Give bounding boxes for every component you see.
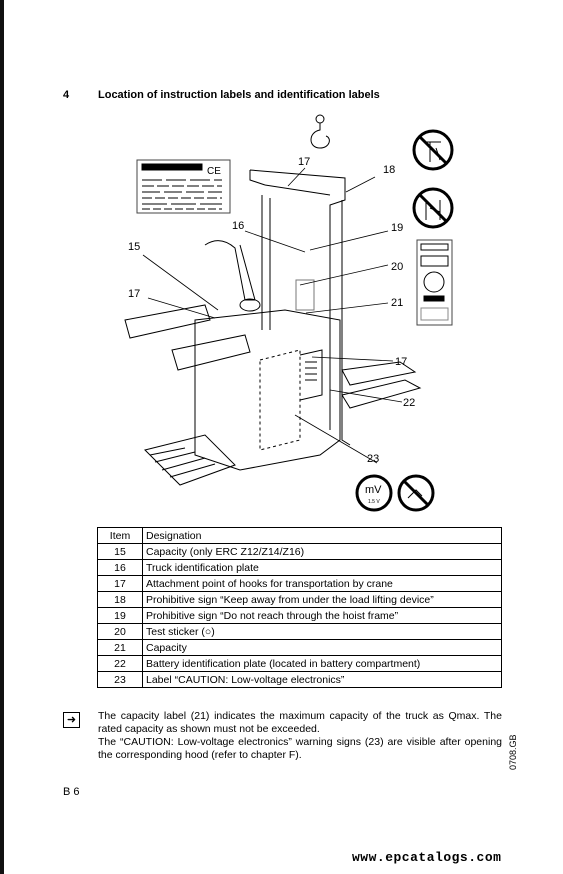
section-title: Location of instruction labels and identification labels	[98, 89, 380, 101]
keep-away-sign-icon	[414, 131, 452, 169]
callout-17-top: 17	[298, 156, 311, 168]
item-cell: 15	[98, 544, 143, 560]
item-cell: 17	[98, 576, 143, 592]
column-header-item: Item	[98, 528, 143, 544]
designation-cell: Prohibitive sign “Keep away from under the load lifting device”	[143, 592, 502, 608]
designation-cell: Truck identification plate	[143, 560, 502, 576]
item-cell: 20	[98, 624, 143, 640]
item-cell: 16	[98, 560, 143, 576]
designation-cell: Capacity	[143, 640, 502, 656]
no-touch-sign-icon	[399, 476, 433, 510]
svg-text:mV: mV	[365, 484, 382, 496]
callout-19: 19	[391, 222, 404, 234]
item-cell: 22	[98, 656, 143, 672]
table-row	[98, 640, 502, 656]
column-header-designation: Designation	[143, 528, 502, 544]
table-row	[98, 608, 502, 624]
table-row	[98, 656, 502, 672]
page-number: B 6	[63, 786, 80, 798]
table-row	[98, 592, 502, 608]
designation-cell: Battery identification plate (located in battery compartment)	[143, 656, 502, 672]
footer-url: www.epcatalogs.com	[352, 850, 502, 865]
callout-20: 20	[391, 261, 404, 273]
table-row	[98, 672, 502, 688]
item-cell: 18	[98, 592, 143, 608]
table-row	[98, 624, 502, 640]
designation-cell: Attachment point of hooks for transportation by crane	[143, 576, 502, 592]
callout-16: 16	[232, 220, 245, 232]
truck-label-illustration	[100, 108, 480, 518]
low-voltage-sign-icon	[357, 476, 391, 510]
truck-body	[195, 241, 340, 470]
table-header-row	[98, 528, 502, 544]
designation-cell: Prohibitive sign “Do not reach through the hoist frame”	[143, 608, 502, 624]
table-row	[98, 544, 502, 560]
designation-cell: Capacity (only ERC Z12/Z14/Z16)	[143, 544, 502, 560]
svg-text:1.5 V: 1.5 V	[368, 499, 380, 505]
leader-lines	[143, 168, 402, 463]
arrow-right-icon: ➜	[63, 712, 80, 728]
section-number: 4	[63, 89, 70, 101]
callout-17-right: 17	[395, 356, 408, 368]
designation-cell: Test sticker (○)	[143, 624, 502, 640]
callout-21: 21	[391, 297, 404, 309]
note-text	[98, 710, 502, 762]
document-code: 0708.GB	[508, 734, 518, 770]
truck-identification-plate	[137, 160, 230, 213]
labels-table	[97, 527, 502, 688]
callout-18: 18	[383, 164, 396, 176]
item-cell: 21	[98, 640, 143, 656]
hoist-frame	[250, 170, 350, 445]
designation-cell: Label “CAUTION: Low-voltage electronics”	[143, 672, 502, 688]
item-cell: 23	[98, 672, 143, 688]
svg-text:CE: CE	[207, 166, 221, 177]
callout-15: 15	[128, 241, 141, 253]
table-row	[98, 560, 502, 576]
page-border	[0, 0, 4, 874]
callout-22: 22	[403, 397, 416, 409]
callout-23: 23	[367, 453, 380, 465]
note-line-1: The capacity label (21) indicates the maximum capacity of the truck as Qmax. The rated capacity as shown must not be exceeded.	[98, 710, 502, 735]
crane-hook-icon	[311, 115, 329, 148]
item-cell: 19	[98, 608, 143, 624]
platform	[125, 305, 250, 485]
callout-17-left: 17	[128, 288, 141, 300]
label-panel	[417, 240, 452, 325]
do-not-reach-sign-icon	[414, 189, 452, 227]
note-line-2: The “CAUTION: Low-voltage electronics” warning signs (23) are visible after opening the corresponding hood (refer to chapter F).	[98, 736, 502, 761]
table-row	[98, 576, 502, 592]
